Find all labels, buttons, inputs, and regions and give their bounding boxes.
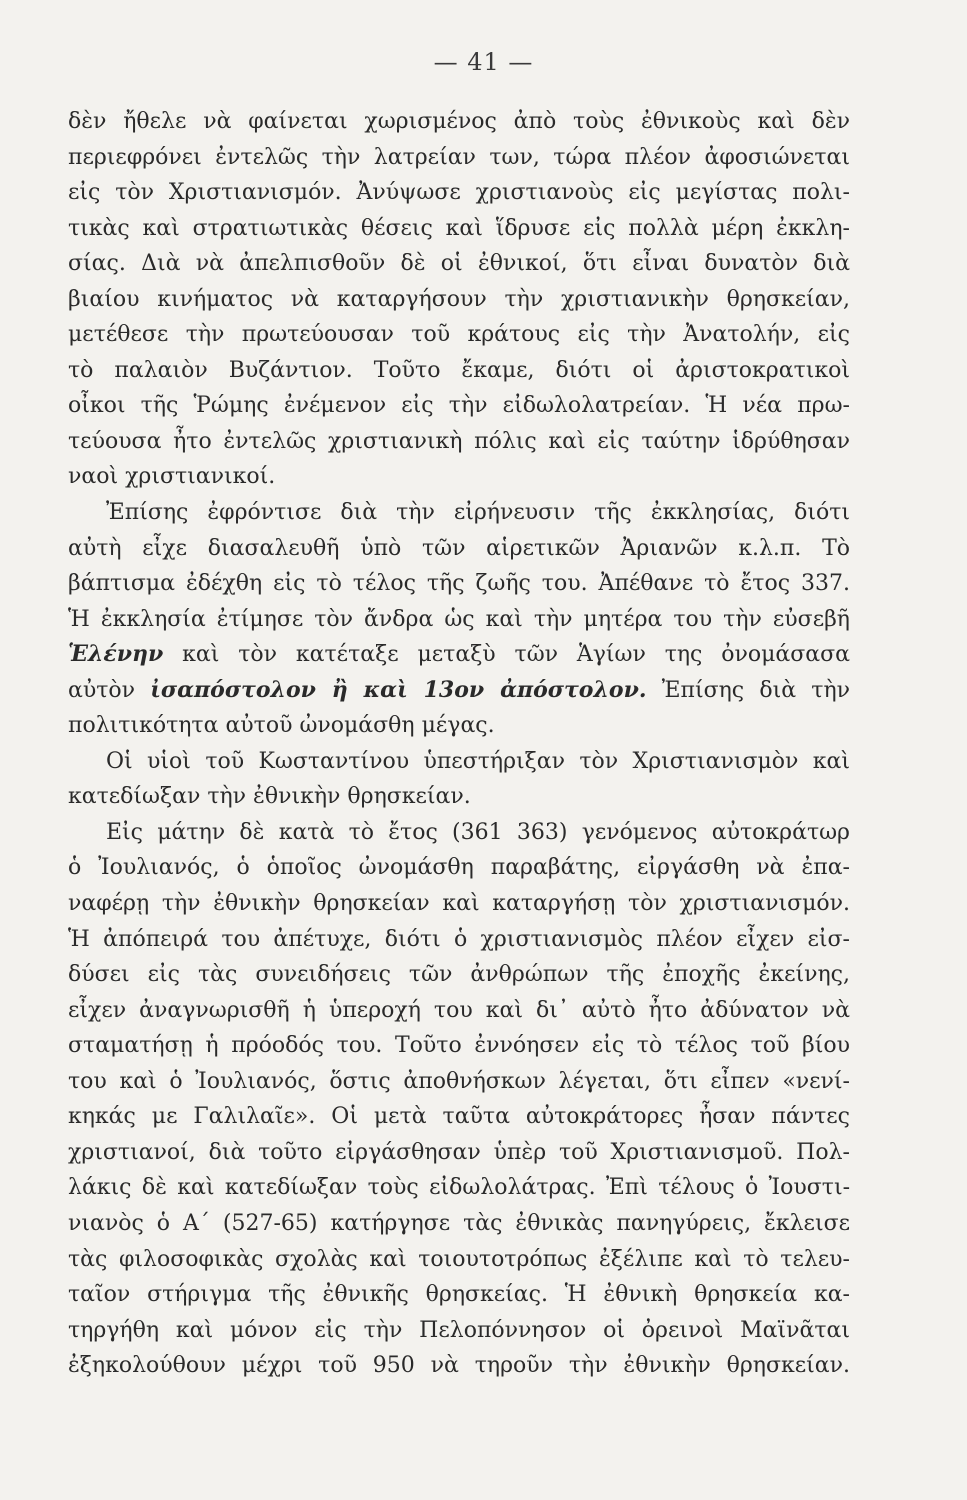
text-line: [68, 353, 850, 389]
text-line: [68, 815, 850, 851]
text-line: [68, 744, 850, 780]
text-span: ὁ Ἰουλιανός, ὁ ὁποῖος ὠνομάσθη παραβάτης, εἰργάσθη νὰ ἐπα-: [68, 855, 850, 881]
text-line: [68, 850, 850, 886]
text-span: νιανὸς ὁ Α΄ (527-65) κατήργησε τὰς ἐθνικὰς πανηγύρεις, ἔκλεισε: [68, 1210, 850, 1236]
text-line: [68, 104, 850, 140]
text-span: Εἰς μάτην δὲ κατὰ τὸ ἔτος (361 363) γενόμενος αὐτοκράτωρ: [106, 819, 850, 845]
text-line: [68, 637, 850, 673]
text-span: βάπτισμα ἐδέχθη εἰς τὸ τέλος τῆς ζωῆς του. Ἀπέθανε τὸ ἔτος 337.: [68, 571, 850, 597]
text-span: δύσει εἰς τὰς συνειδήσεις τῶν ἀνθρώπων τῆς ἐποχῆς ἐκείνης,: [68, 962, 850, 988]
text-span: περιεφρόνει ἐντελῶς τὴν λατρείαν των, τώρα πλέον ἀφοσιώνεται: [68, 144, 850, 170]
text-span: Ἐπίσης ἐφρόντισε διὰ τὴν εἰρήνευσιν τῆς ἐκκλησίας, διότι: [106, 500, 850, 526]
text-line: [68, 1313, 850, 1349]
text-line: [68, 1099, 850, 1135]
text-span: τηργήθη καὶ μόνον εἰς τὴν Πελοπόννησον οἱ ὀρεινοὶ Μαϊνᾶται: [68, 1317, 850, 1343]
text-line: [68, 317, 850, 353]
text-line: [68, 495, 850, 531]
emphasized-text: Ἑλένην: [68, 641, 164, 668]
text-span: αὐτὴ εἶχε διασαλευθῆ ὑπὸ τῶν αἱρετικῶν Ἀριανῶν κ.λ.π. Τὸ: [68, 535, 850, 561]
text-line: [68, 993, 850, 1029]
text-line: [68, 175, 850, 211]
text-span: σταματήσῃ ἡ πρόοδός του. Τοῦτο ἐννόησεν εἰς τὸ τέλος τοῦ βίου: [68, 1033, 850, 1059]
text-line: [68, 1028, 850, 1064]
text-span: κηκάς με Γαλιλαῖε». Οἱ μετὰ ταῦτα αὐτοκράτορες ἦσαν πάντες: [68, 1104, 850, 1130]
text-span: πολιτικότητα αὐτοῦ ὠνομάσθη μέγας.: [68, 713, 495, 739]
text-line: [68, 673, 850, 709]
text-span: ναφέρῃ τὴν ἐθνικὴν θρησκείαν καὶ καταργήσῃ τὸν χριστιανισμόν.: [68, 891, 850, 917]
text-span: βιαίου κινήματος νὰ καταργήσουν τὴν χριστιανικὴν θρησκείαν,: [68, 286, 850, 312]
text-span: ταῖον στήριγμα τῆς ἐθνικῆς θρησκείας. Ἡ ἐθνικὴ θρησκεία κα-: [68, 1282, 850, 1308]
text-line: [68, 388, 850, 424]
emphasized-text: ἰσαπόστολον ἢ καὶ 13ον ἀπόστολον.: [150, 676, 647, 703]
text-line: [68, 1206, 850, 1242]
text-span: τὸ παλαιὸν Βυζάντιον. Τοῦτο ἔκαμε, διότι οἱ ἀριστοκρατικοὶ: [68, 357, 850, 383]
text-line: [68, 1170, 850, 1206]
text-line: [68, 140, 850, 176]
text-span: του καὶ ὁ Ἰουλιανός, ὅστις ἀποθνήσκων λέγεται, ὅτι εἶπεν «νενί-: [68, 1068, 850, 1094]
text-line: [68, 1348, 850, 1384]
text-span: εἰς τὸν Χριστιανισμόν. Ἀνύψωσε χριστιανοὺς εἰς μεγίστας πολι-: [68, 180, 850, 206]
text-span: χριστιανοί, διὰ τοῦτο εἰργάσθησαν ὑπὲρ τοῦ Χριστιανισμοῦ. Πολ-: [68, 1139, 850, 1165]
text-span: Ἡ ἐκκλησία ἐτίμησε τὸν ἄνδρα ὡς καὶ τὴν μητέρα του τὴν εὐσεβῆ: [68, 606, 850, 632]
text-line: [68, 602, 850, 638]
text-span: μετέθεσε τὴν πρωτεύουσαν τοῦ κράτους εἰς τὴν Ἀνατολήν, εἰς: [68, 322, 850, 348]
text-span: σίας. Διὰ νὰ ἀπελπισθοῦν δὲ οἱ ἐθνικοί, ὅτι εἶναι δυνατὸν διὰ: [68, 251, 850, 277]
text-line: [68, 957, 850, 993]
text-line: [68, 531, 850, 567]
text-span: εἶχεν ἀναγνωρισθῆ ἡ ὑπεροχή του καὶ δι᾽ αὐτὸ ἦτο ἀδύνατον νὰ: [68, 997, 850, 1023]
page-number: — 41 —: [433, 48, 534, 76]
text-line: [68, 1242, 850, 1278]
text-line: [68, 1135, 850, 1171]
text-line: [68, 886, 850, 922]
text-span: Ἐπίσης διὰ τὴν: [646, 677, 850, 703]
text-span: οἶκοι τῆς Ῥώμης ἐνέμενον εἰς τὴν εἰδωλολατρείαν. Ἡ νέα πρω-: [68, 393, 850, 419]
text-line: [68, 246, 850, 282]
text-span: λάκις δὲ καὶ κατεδίωξαν τοὺς εἰδωλολάτρας. Ἐπὶ τέλους ὁ Ἰουστι-: [68, 1175, 850, 1201]
text-span: Οἱ υἱοὶ τοῦ Κωσταντίνου ὑπεστήριξαν τὸν Χριστιανισμὸν καὶ: [106, 748, 850, 774]
text-span: Ἡ ἀπόπειρά του ἀπέτυχε, διότι ὁ χριστιανισμὸς πλέον εἶχεν εἰσ-: [68, 926, 850, 952]
text-span: αὐτὸν: [68, 677, 151, 703]
text-line: [68, 424, 850, 460]
text-line: [68, 1277, 850, 1313]
text-span: καὶ τὸν κατέταξε μεταξὺ τῶν Ἁγίων της ὀνομάσασα: [163, 642, 850, 668]
text-line: [68, 779, 850, 815]
body-text: [68, 104, 850, 1384]
text-line: [68, 459, 850, 495]
text-line: [68, 566, 850, 602]
text-span: δὲν ἤθελε νὰ φαίνεται χωρισμένος ἀπὸ τοὺς ἐθνικοὺς καὶ δὲν: [68, 109, 850, 134]
text-span: τεύουσα ἦτο ἐντελῶς χριστιανικὴ πόλις καὶ εἰς ταύτην ἱδρύθησαν: [68, 428, 850, 454]
text-span: ναοὶ χριστιανικοί.: [68, 464, 276, 490]
text-span: τικὰς καὶ στρατιωτικὰς θέσεις καὶ ἵδρυσε εἰς πολλὰ μέρη ἐκκλη-: [68, 215, 850, 241]
text-line: [68, 708, 850, 744]
text-line: [68, 1064, 850, 1100]
text-span: ἐξηκολούθουν μέχρι τοῦ 950 νὰ τηροῦν τὴν ἐθνικὴν θρησκείαν.: [68, 1353, 850, 1379]
text-span: κατεδίωξαν τὴν ἐθνικὴν θρησκείαν.: [68, 784, 471, 810]
text-line: [68, 282, 850, 318]
text-span: τὰς φιλοσοφικὰς σχολὰς καὶ τοιουτοτρόπως ἐξέλιπε καὶ τὸ τελευ-: [68, 1246, 850, 1272]
text-line: [68, 922, 850, 958]
text-line: [68, 211, 850, 247]
